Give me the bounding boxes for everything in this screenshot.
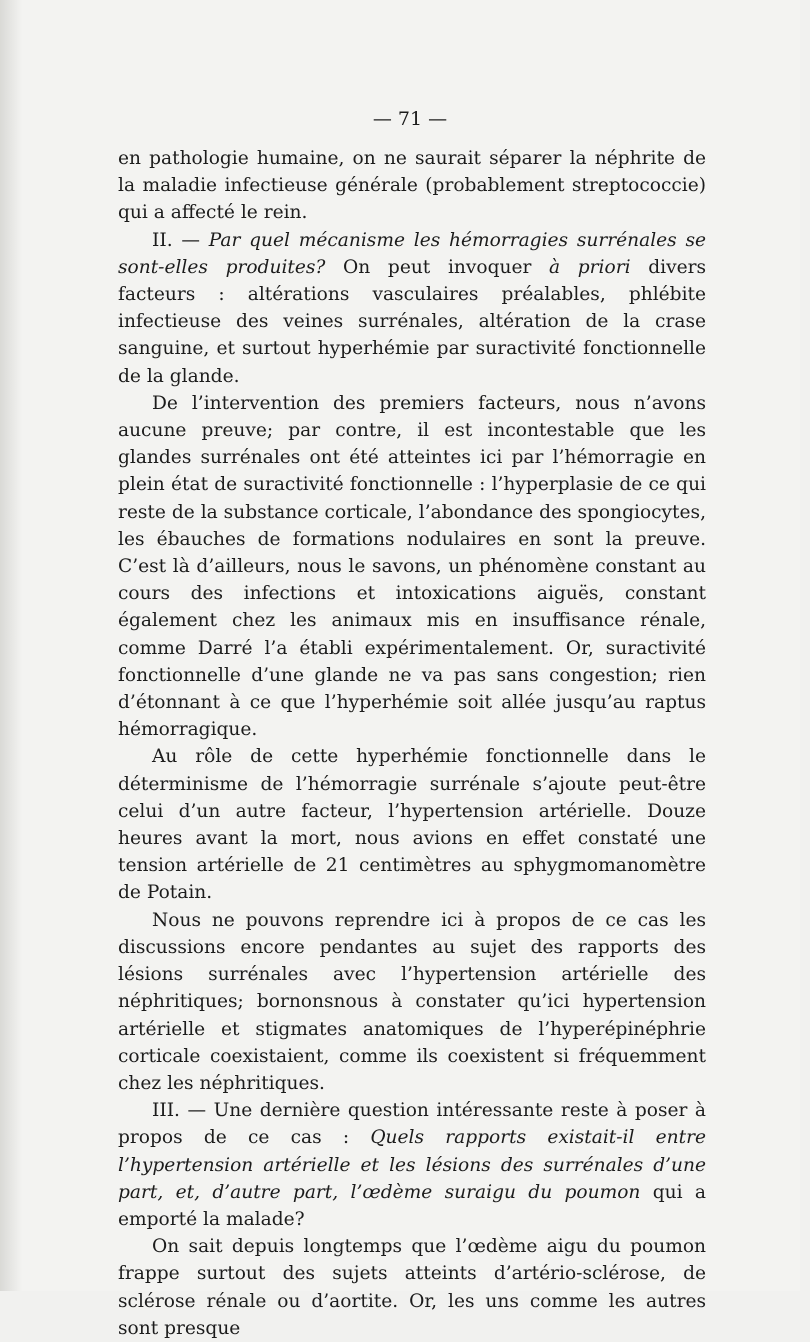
italic-question: Quels rapports existait-il entre l’hypertension artérielle et les lésions des surrénales d’une part, et, d’autre part, l’œdème suraigu du poumon xyxy=(118,1127,707,1203)
paragraph-continuation xyxy=(118,145,706,227)
text-segment: Nous ne pouvons reprendre ici à propos de ce cas les discussions encore pendantes au sujet des rapports des lésions surrénales avec l’hypertension artérielle des néphritiques; bornonsnous à constater qu’ici hypertension artérielle et stigmates anatomiques de l’hyperépinéphrie corticale coexistaient, comme ils coexistent si fréquemment chez les néphritiques. xyxy=(118,909,706,1094)
paragraph-hyperhemie xyxy=(118,743,706,906)
text-segment: II. — xyxy=(152,229,209,251)
page-number: — 71 — xyxy=(372,108,448,130)
text-segment: De l’intervention des premiers facteurs, nous n’avons aucune preuve; par contre, il est incontestable que les glandes surrénales ont été atteintes ici par l’hémorragie en plein état de suractivité fonctionnelle : l’hyperplasie de ce qui reste de la substance corticale, l’abondance des spongiocytes, les ébauches de formations nodulaires en sont la preuve. C’est là d’ailleurs, nous le savons, un phénomène constant au cours des infections et intoxications aiguës, constant également chez les animaux mis en insuffisance rénale, comme Darré l’a établi expérimentalement. Or, suractivité fonctionnelle d’une glande ne va pas sans congestion; rien d’étonnant à ce que l’hyperhémie soit allée jusqu’au raptus hémorragique. xyxy=(118,392,706,741)
body-text xyxy=(118,145,706,1342)
italic-question: Par quel mécanisme les hémorragies surrénales se sont-elles produites? xyxy=(118,229,707,278)
paragraph-discussions xyxy=(118,907,706,1097)
text-segment: en pathologie humaine, on ne saurait séparer la néphrite de la maladie infectieuse générale (probablement streptococcie) qui a affecté le rein. xyxy=(118,148,706,224)
paragraph-section-iii xyxy=(118,1097,706,1233)
text-segment: III. — Une dernière question intéressante reste à poser à propos de ce cas : xyxy=(118,1100,706,1149)
text-segment: qui a emporté la malade? xyxy=(118,1181,706,1230)
text-segment: On peut invoquer xyxy=(325,256,550,278)
paragraph-section-ii xyxy=(118,227,706,390)
paragraph-intervention xyxy=(118,390,706,744)
text-segment: divers facteurs : altérations vasculaires préalables, phlébite infectieuse des veines surrénales, altération de la crase sanguine, et surtout hyperhémie par suractivité fonctionnelle de la glande. xyxy=(118,256,707,387)
text-segment: On sait depuis longtemps que l’œdème aigu du poumon frappe surtout des sujets atteints d’artério-sclérose, de sclérose rénale ou d’aortite. Or, les uns comme les autres sont presque xyxy=(118,1236,706,1339)
paragraph-oedeme xyxy=(118,1233,706,1342)
italic-term: à priori xyxy=(549,256,631,278)
text-segment: Au rôle de cette hyperhémie fonctionnelle dans le déterminisme de l’hémorragie surrénale s’ajoute peut-être celui d’un autre facteur, l’hypertension artérielle. Douze heures avant la mort, nous avions en effet constaté une tension artérielle de 21 centimètres au sphygmomanomètre de Potain. xyxy=(118,746,706,904)
